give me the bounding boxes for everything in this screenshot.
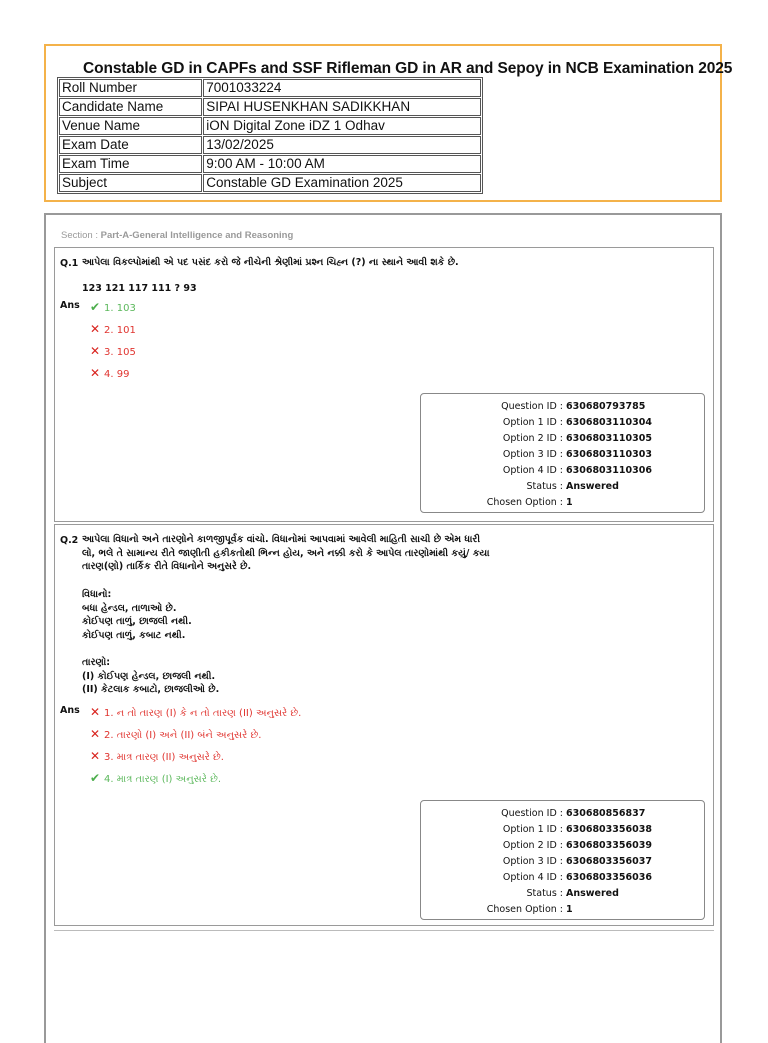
info-value: Constable GD Examination 2025 bbox=[203, 174, 481, 192]
cross-icon: ✕ bbox=[90, 344, 101, 358]
section-name: Part-A-General Intelligence and Reasoning bbox=[100, 230, 294, 241]
question-text bbox=[82, 533, 490, 574]
info-label: Subject bbox=[59, 174, 202, 192]
answer-sheet-frame bbox=[44, 213, 722, 1043]
option-2 bbox=[90, 322, 136, 336]
number-series: 123 121 117 111 ? 93 bbox=[82, 283, 197, 294]
statement-line: બધા હેન્ડલ, તાળાઓ છે. bbox=[82, 602, 177, 614]
option-1 bbox=[90, 300, 136, 314]
section-heading bbox=[61, 230, 293, 241]
info-row-exam-time bbox=[59, 155, 481, 173]
meta-question-id: Question ID : 630680793785 bbox=[501, 401, 646, 412]
meta-option-4-id: Option 4 ID : 6306803110306 bbox=[502, 465, 652, 476]
question-text-line: આપેલા વિકલ્પોમાંથી એ પદ પસંદ કરો જે નીચેની શ્રેણીમાં પ્રશ્ન ચિહ્ન (?) ના સ્થાને આવી શકે છે. bbox=[82, 257, 459, 268]
question-text bbox=[82, 256, 459, 270]
info-value: iON Digital Zone iDZ 1 Odhav bbox=[203, 117, 481, 135]
info-label: Exam Time bbox=[59, 155, 202, 173]
info-label: Roll Number bbox=[59, 79, 202, 97]
option-3 bbox=[90, 344, 136, 358]
question-meta-box bbox=[420, 393, 705, 513]
option-4 bbox=[90, 366, 129, 380]
info-value: 7001033224 bbox=[203, 79, 481, 97]
answer-label: Ans bbox=[60, 300, 80, 311]
question-number: Q.2 bbox=[60, 535, 79, 546]
meta-question-id: Question ID : 630680856837 bbox=[501, 808, 646, 819]
statements-title: વિધાનો: bbox=[82, 589, 112, 600]
meta-option-1-id: Option 1 ID : 6306803110304 bbox=[502, 417, 652, 428]
exam-info-card bbox=[44, 44, 733, 202]
option-4 bbox=[90, 771, 221, 785]
meta-chosen-option: Chosen Option : 1 bbox=[486, 904, 573, 915]
meta-option-2-id: Option 2 ID : 6306803356039 bbox=[502, 840, 652, 851]
meta-status: Status : Answered bbox=[526, 481, 619, 492]
conclusions-block bbox=[82, 656, 219, 697]
conclusions-title: તારણો: bbox=[82, 657, 110, 668]
meta-status: Status : Answered bbox=[526, 888, 619, 899]
answer-label: Ans bbox=[60, 705, 80, 716]
candidate-info-table bbox=[57, 77, 483, 194]
statements-block bbox=[82, 588, 192, 642]
info-label: Venue Name bbox=[59, 117, 202, 135]
question-meta-box bbox=[420, 800, 705, 920]
meta-option-1-id: Option 1 ID : 6306803356038 bbox=[502, 824, 652, 835]
check-icon: ✔ bbox=[90, 300, 101, 314]
option-text: 4. માત્ર તારણ (I) અનુસરે છે. bbox=[104, 774, 221, 785]
info-row-subject bbox=[59, 174, 481, 192]
option-text: 2. તારણો (I) અને (II) બંને અનુસરે છે. bbox=[104, 730, 262, 741]
option-3 bbox=[90, 749, 224, 763]
conclusion-line: (I) કોઈપણ હેન્ડલ, છાજલી નથી. bbox=[82, 670, 216, 682]
meta-chosen-option: Chosen Option : 1 bbox=[486, 497, 573, 508]
question-text-line: તારણ(ણો) તાર્કિક રીતે વિધાનોને અનુસરે છે. bbox=[82, 561, 252, 572]
option-text: 4. 99 bbox=[104, 369, 130, 380]
cross-icon: ✕ bbox=[90, 366, 101, 380]
question-text-line: લો, ભલે તે સામાન્ય રીતે જાણીતી હકીકતોથી ભિન્ન હોય, અને નક્કી કરો કે આપેલ તારણોમાંથી કયું/ કયા bbox=[82, 547, 490, 559]
check-icon: ✔ bbox=[90, 771, 101, 785]
section-prefix: Section : bbox=[61, 230, 101, 241]
statement-line: કોઈપણ તાળું, છાજલી નથી. bbox=[82, 616, 192, 627]
cross-icon: ✕ bbox=[90, 705, 101, 719]
info-value: 9:00 AM - 10:00 AM bbox=[203, 155, 481, 173]
option-2 bbox=[90, 727, 261, 741]
info-value: 13/02/2025 bbox=[203, 136, 481, 154]
info-label: Candidate Name bbox=[59, 98, 202, 116]
question-text-line: આપેલા વિધાનો અને તારણોને કાળજીપૂર્વક વાંચો. વિધાનોમાં આપવામાં આવેલી માહિતી સાચી છે એમ ધારી bbox=[82, 534, 481, 545]
info-row-exam-date bbox=[59, 136, 481, 154]
meta-option-2-id: Option 2 ID : 6306803110305 bbox=[502, 433, 652, 444]
option-text: 1. 103 bbox=[104, 303, 136, 314]
info-label: Exam Date bbox=[59, 136, 202, 154]
question-card-1 bbox=[54, 247, 714, 522]
question-card-2 bbox=[54, 524, 714, 926]
info-row-venue-name bbox=[59, 117, 481, 135]
option-text: 2. 101 bbox=[104, 325, 136, 336]
option-text: 3. માત્ર તારણ (II) અનુસરે છે. bbox=[104, 752, 224, 763]
meta-option-3-id: Option 3 ID : 6306803356037 bbox=[502, 856, 652, 867]
info-row-candidate-name bbox=[59, 98, 481, 116]
question-number: Q.1 bbox=[60, 258, 79, 269]
cross-icon: ✕ bbox=[90, 749, 101, 763]
divider bbox=[54, 930, 714, 931]
option-text: 3. 105 bbox=[104, 347, 136, 358]
statement-line: કોઈપણ તાળું, કબાટ નથી. bbox=[82, 629, 186, 641]
exam-title: Constable GD in CAPFs and SSF Rifleman GD in AR and Sepoy in NCB Examination 2025 bbox=[83, 60, 733, 77]
conclusion-line: (II) કેટલાક કબાટો, છાજલીઓ છે. bbox=[82, 684, 220, 695]
meta-option-3-id: Option 3 ID : 6306803110303 bbox=[502, 449, 652, 460]
option-1 bbox=[90, 705, 301, 719]
cross-icon: ✕ bbox=[90, 322, 101, 336]
info-value: SIPAI HUSENKHAN SADIKKHAN bbox=[203, 98, 481, 116]
cross-icon: ✕ bbox=[90, 727, 101, 741]
meta-option-4-id: Option 4 ID : 6306803356036 bbox=[502, 872, 652, 883]
info-row-roll-number bbox=[59, 79, 481, 97]
option-text: 1. ન તો તારણ (I) કે ન તો તારણ (II) અનુસરે છે. bbox=[104, 708, 302, 719]
